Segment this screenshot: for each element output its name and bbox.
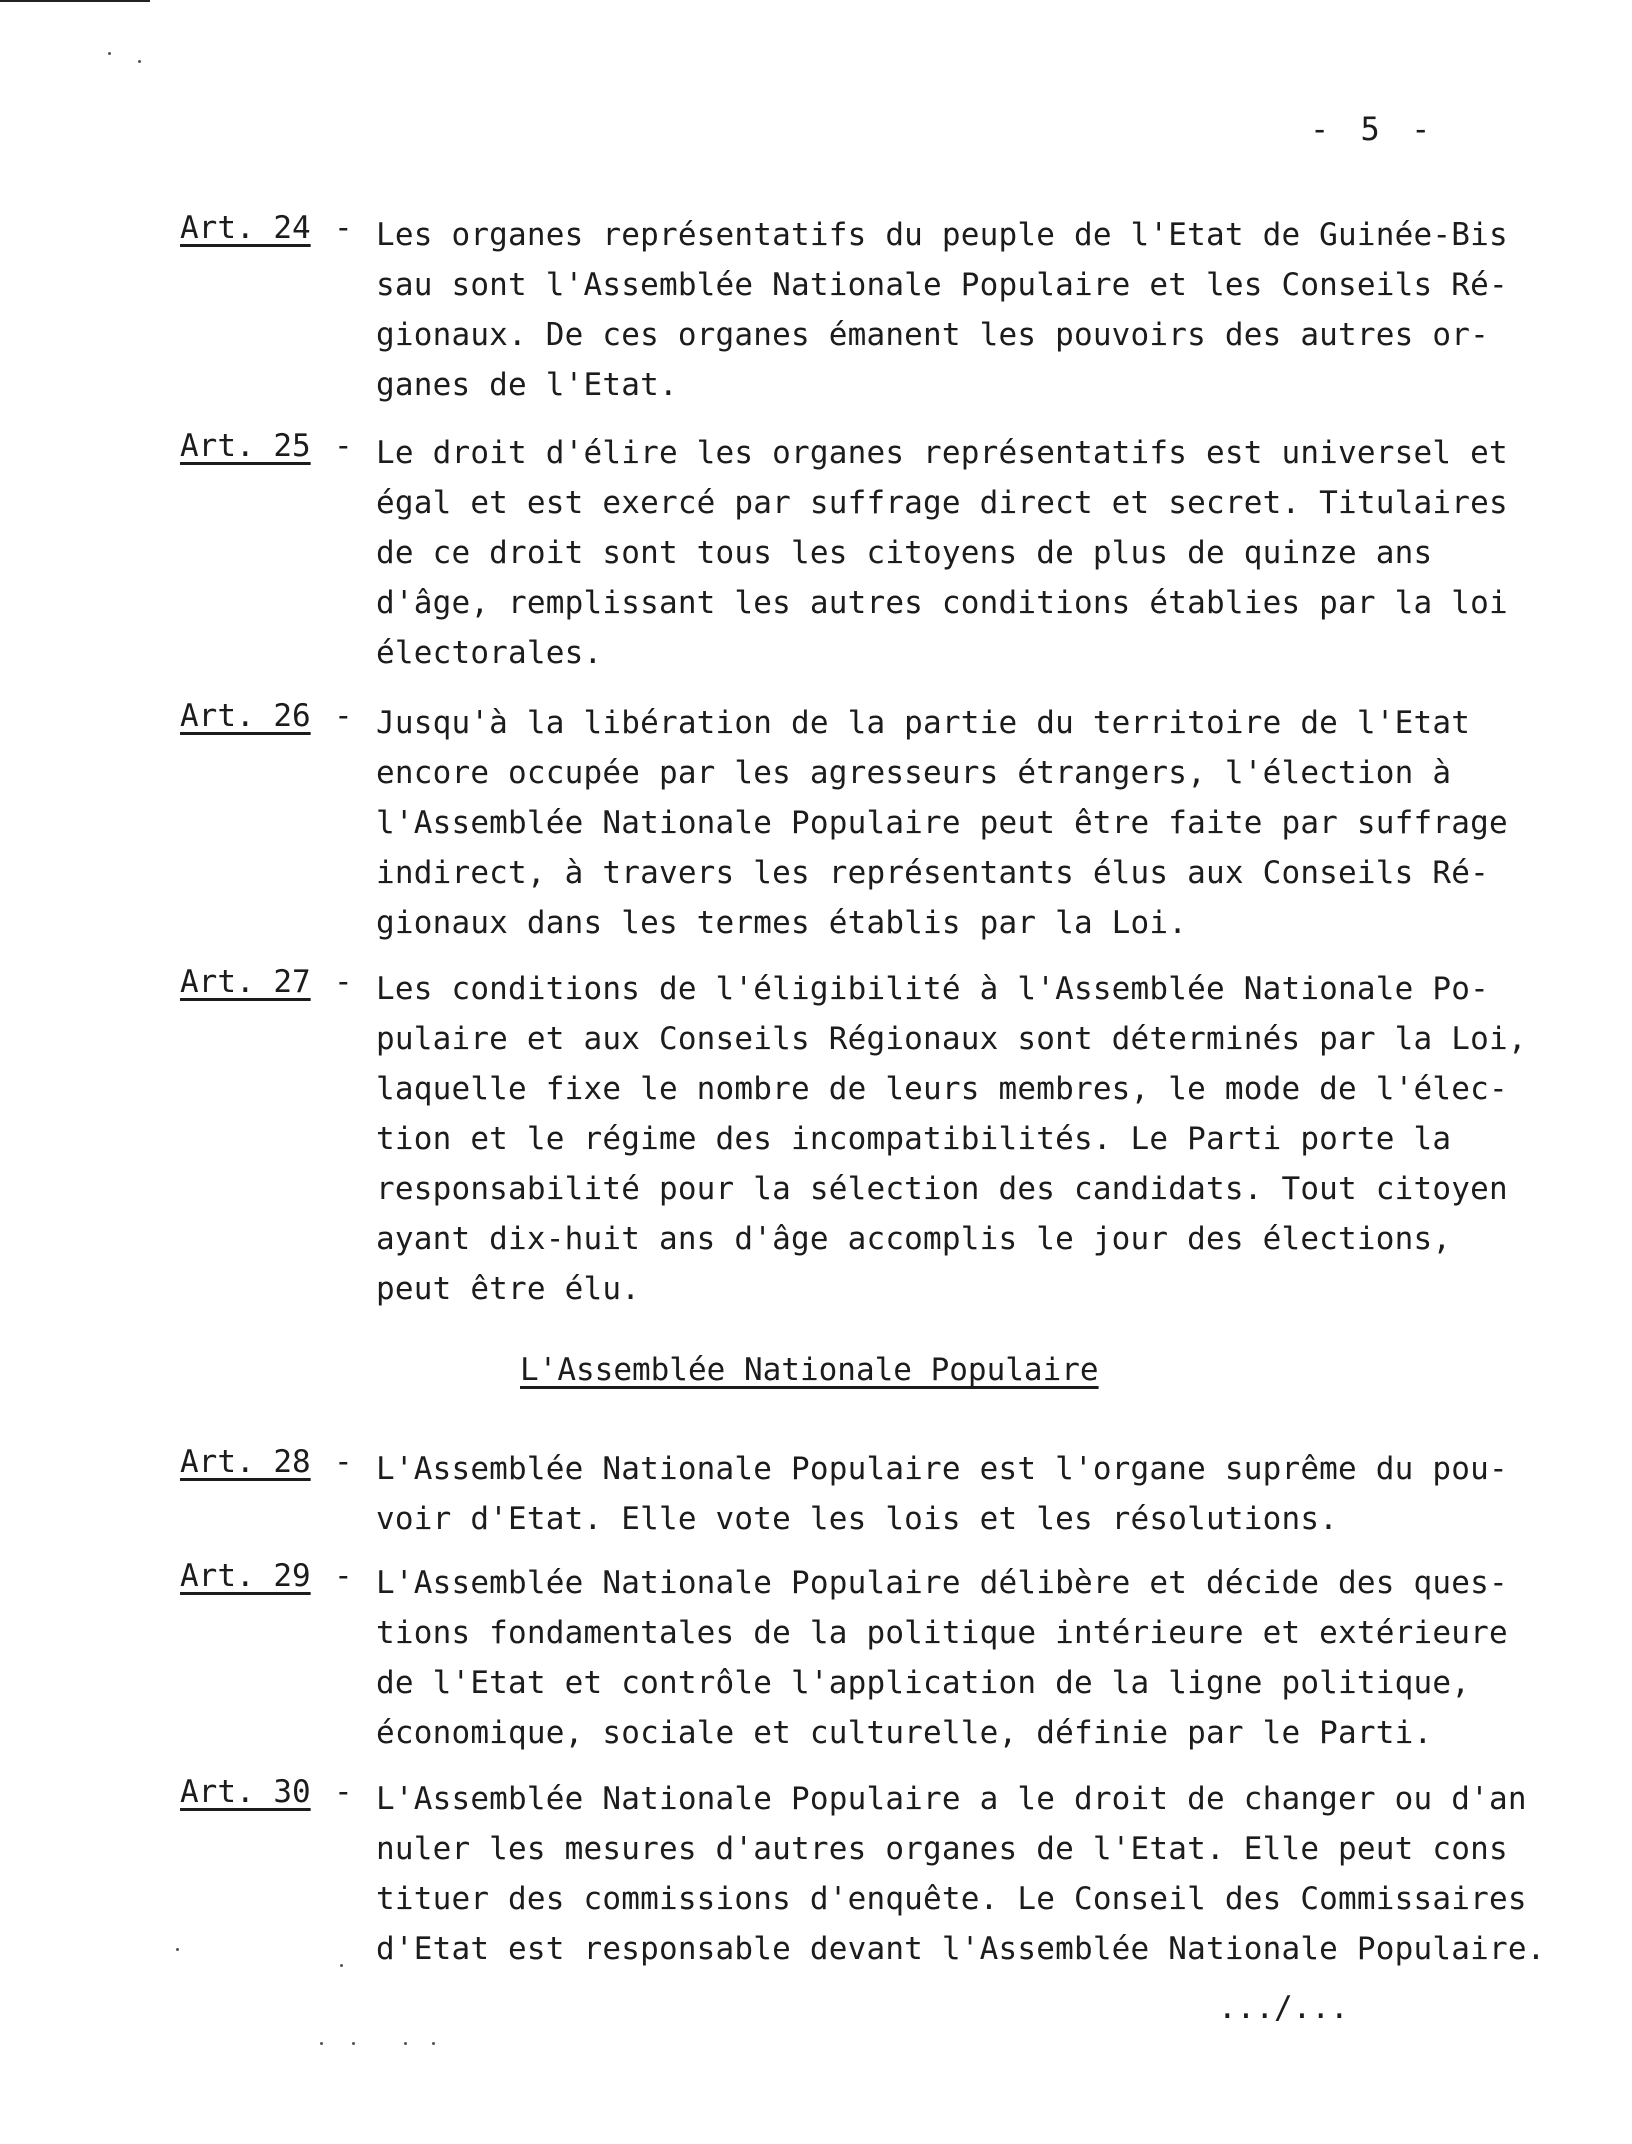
- article-line: gionaux dans les termes établis par la Loi.: [376, 905, 1188, 941]
- article-line: Les organes représentatifs du peuple de l'Etat de Guinée-Bis: [376, 217, 1508, 253]
- article-text: [376, 1774, 1566, 1974]
- section-heading: L'Assemblée Nationale Populaire: [520, 1352, 1099, 1388]
- article-dash: -: [334, 1444, 353, 1480]
- article-line: Les conditions de l'éligibilité à l'Assemblée Nationale Po-: [376, 971, 1489, 1007]
- continuation-mark: .../...: [1218, 1990, 1349, 2026]
- scan-speck: [138, 60, 141, 63]
- article-label: Art. 26: [180, 698, 311, 734]
- article-line: électorales.: [376, 635, 603, 671]
- article-label: Art. 28: [180, 1444, 311, 1480]
- article-line: d'âge, remplissant les autres conditions établies par la loi: [376, 585, 1508, 621]
- scan-speck: [320, 2042, 323, 2045]
- article-line: peut être élu.: [376, 1271, 641, 1307]
- article-line: responsabilité pour la sélection des candidats. Tout citoyen: [376, 1171, 1508, 1207]
- article-line: L'Assemblée Nationale Populaire a le droit de changer ou d'an: [376, 1781, 1527, 1817]
- article-label: Art. 30: [180, 1774, 311, 1810]
- scan-speck: [404, 2042, 407, 2045]
- article-text: [376, 428, 1566, 678]
- article-dash: -: [334, 964, 353, 1000]
- scan-speck: [108, 52, 111, 55]
- article-line: L'Assemblée Nationale Populaire délibère et décide des ques-: [376, 1565, 1508, 1601]
- article-line: l'Assemblée Nationale Populaire peut être faite par suffrage: [376, 805, 1508, 841]
- scan-speck: [340, 1964, 343, 1967]
- page-number: - 5 -: [1310, 110, 1437, 148]
- article-text: [376, 210, 1566, 410]
- article-line: L'Assemblée Nationale Populaire est l'organe suprême du pou-: [376, 1451, 1508, 1487]
- top-edge-rule: [0, 0, 150, 2]
- article-line: ganes de l'Etat.: [376, 367, 678, 403]
- article-text: [376, 698, 1566, 948]
- article-label: Art. 27: [180, 964, 311, 1000]
- scan-speck: [352, 2042, 355, 2045]
- article-label: Art. 25: [180, 428, 311, 464]
- article-line: d'Etat est responsable devant l'Assemblée Nationale Populaire.: [376, 1931, 1546, 1967]
- scan-speck: [432, 2042, 435, 2045]
- scan-speck: [176, 1948, 179, 1951]
- article-line: tions fondamentales de la politique intérieure et extérieure: [376, 1615, 1508, 1651]
- article-line: de ce droit sont tous les citoyens de plus de quinze ans: [376, 535, 1433, 571]
- article-line: voir d'Etat. Elle vote les lois et les résolutions.: [376, 1501, 1339, 1537]
- article-text: [376, 1444, 1566, 1544]
- article-line: laquelle fixe le nombre de leurs membres, le mode de l'élec-: [376, 1071, 1508, 1107]
- article-dash: -: [334, 428, 353, 464]
- article-line: gionaux. De ces organes émanent les pouvoirs des autres or-: [376, 317, 1489, 353]
- article-label: Art. 29: [180, 1558, 311, 1594]
- article-dash: -: [334, 210, 353, 246]
- article-dash: -: [334, 698, 353, 734]
- article-text: [376, 964, 1566, 1314]
- article-line: sau sont l'Assemblée Nationale Populaire et les Conseils Ré-: [376, 267, 1508, 303]
- article-line: encore occupée par les agresseurs étrangers, l'élection à: [376, 755, 1452, 791]
- article-line: ayant dix-huit ans d'âge accomplis le jour des élections,: [376, 1221, 1452, 1257]
- article-line: indirect, à travers les représentants élus aux Conseils Ré-: [376, 855, 1489, 891]
- article-dash: -: [334, 1774, 353, 1810]
- article-line: égal et est exercé par suffrage direct et secret. Titulaires: [376, 485, 1508, 521]
- article-line: Le droit d'élire les organes représentatifs est universel et: [376, 435, 1508, 471]
- article-line: pulaire et aux Conseils Régionaux sont déterminés par la Loi,: [376, 1021, 1527, 1057]
- article-label: Art. 24: [180, 210, 311, 246]
- article-line: tituer des commissions d'enquête. Le Conseil des Commissaires: [376, 1881, 1527, 1917]
- article-dash: -: [334, 1558, 353, 1594]
- article-line: économique, sociale et culturelle, définie par le Parti.: [376, 1715, 1433, 1751]
- article-line: nuler les mesures d'autres organes de l'Etat. Elle peut cons: [376, 1831, 1508, 1867]
- article-line: de l'Etat et contrôle l'application de la ligne politique,: [376, 1665, 1471, 1701]
- article-line: Jusqu'à la libération de la partie du territoire de l'Etat: [376, 705, 1471, 741]
- article-text: [376, 1558, 1566, 1758]
- article-line: tion et le régime des incompatibilités. Le Parti porte la: [376, 1121, 1452, 1157]
